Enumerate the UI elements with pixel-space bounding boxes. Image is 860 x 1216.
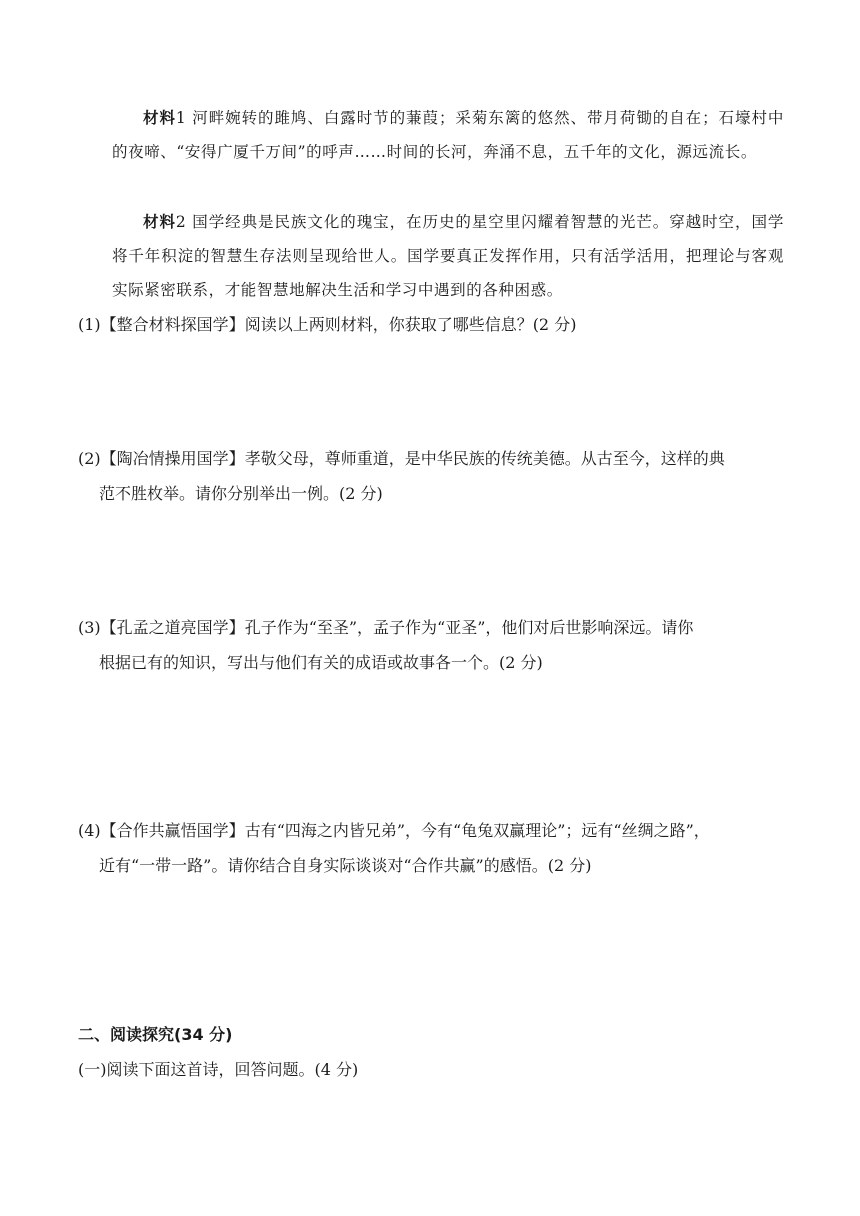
question-2 xyxy=(78,441,784,511)
question-4 xyxy=(78,813,784,883)
question-1-number: (1) xyxy=(78,315,101,334)
question-3-line1: 孔子作为“至圣”，孟子作为“亚圣”，他们对后世影响深远。请你 xyxy=(244,618,694,637)
material-1-text: 河畔婉转的雎鸠、白露时节的蒹葭；采菊东篱的悠然、带月荷锄的自在；石壕村中的夜啼、“安得广厦千万间”的呼声……时间的长河，奔涌不息，五千年的文化，源远流长。 xyxy=(112,109,784,161)
material-2-text: 国学经典是民族文化的瑰宝，在历史的星空里闪耀着智慧的光芒。穿越时空，国学将千年积淀的智慧生存法则呈现给世人。国学要真正发挥作用，只有活学活用，把理论与客观实际紧密联系，才能智慧地解决生活和学习中遇到的各种困惑。 xyxy=(112,213,784,299)
question-3 xyxy=(78,610,784,680)
section-subtitle: (一)阅读下面这首诗，回答问题。(4 分) xyxy=(78,1060,359,1079)
question-4-number: (4) xyxy=(78,821,101,840)
question-2-line1: 孝敬父母，尊师重道，是中华民族的传统美德。从古至今，这样的典 xyxy=(244,449,725,468)
question-4-line2: 近有“一带一路”。请你结合自身实际谈谈对“合作共赢”的感悟。(2 分) xyxy=(99,856,592,875)
question-4-line1: 古有“四海之内皆兄弟”，今有“龟兔双赢理论”；远有“丝绸之路”， xyxy=(244,821,710,840)
question-2-tag: 【陶冶情操用国学】 xyxy=(100,449,245,468)
material-2-number: 2 xyxy=(175,213,187,231)
question-3-line2: 根据已有的知识，写出与他们有关的成语或故事各一个。(2 分) xyxy=(99,653,543,672)
question-1-tag: 【整合材料探国学】 xyxy=(100,315,245,334)
material-1-label: 材料 xyxy=(143,108,176,127)
question-1-line1: 阅读以上两则材料，你获取了哪些信息？(2 分) xyxy=(244,315,577,334)
material-2 xyxy=(112,205,784,307)
question-4-tag: 【合作共赢悟国学】 xyxy=(100,821,245,840)
material-1-number: 1 xyxy=(175,109,187,127)
section-title: 二、阅读探究(34 分) xyxy=(78,1025,233,1044)
material-2-label: 材料 xyxy=(143,212,176,231)
question-2-number: (2) xyxy=(78,449,101,468)
question-2-line2: 范不胜枚举。请你分别举出一例。(2 分) xyxy=(99,484,383,503)
question-1 xyxy=(78,307,784,342)
question-3-tag: 【孔孟之道亮国学】 xyxy=(100,618,245,637)
material-1 xyxy=(112,101,784,169)
question-3-number: (3) xyxy=(78,618,101,637)
